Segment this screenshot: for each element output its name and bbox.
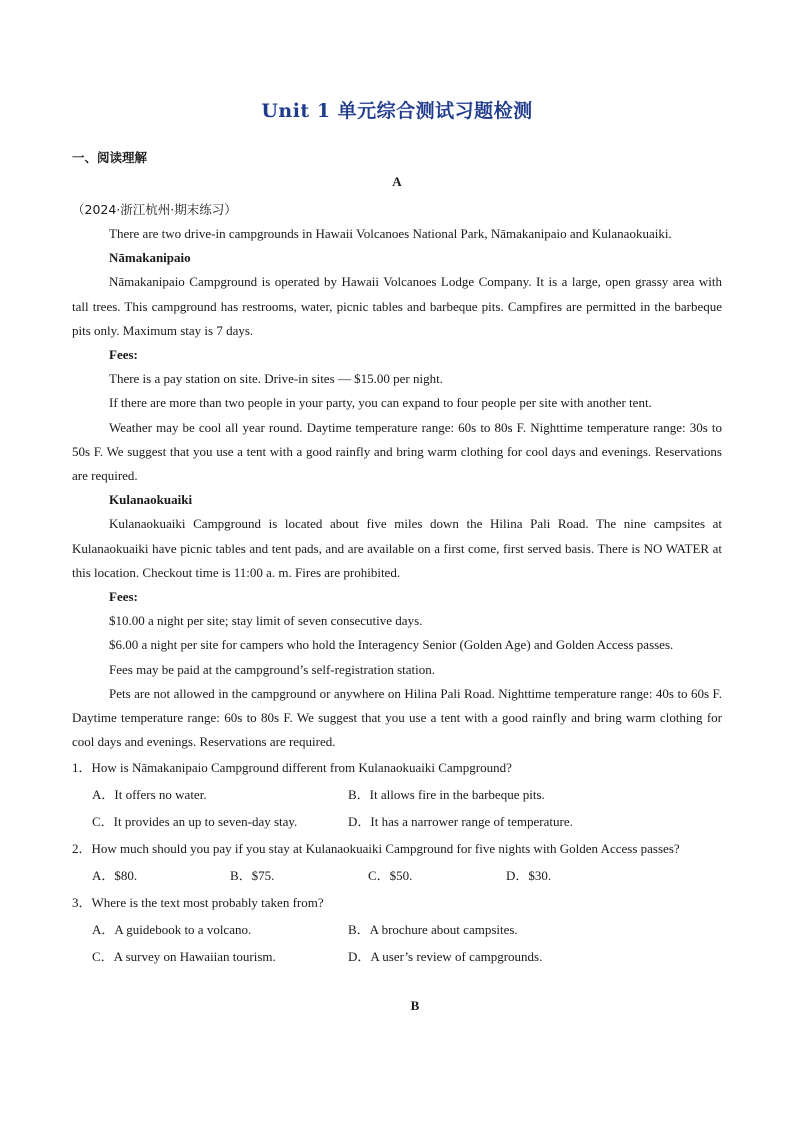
question-options [72,781,722,835]
passage-paragraph: $6.00 a night per site for campers who hold the Interagency Senior (Golden Age) and Golden Access passes. [109,637,674,653]
passage-b-label: B [410,998,420,1013]
answer-option: B．$75. [230,868,275,883]
question-stem: 2．How much should you pay if you stay at Kulanaokuaiki Campground for five nights with Golden Access passes? [72,841,680,856]
question-stem: 1．How is Nāmakanipaio Campground different from Kulanaokuaiki Campground? [72,760,512,775]
question-options [72,862,722,889]
passage-paragraph: There are two drive-in campgrounds in Hawaii Volcanoes National Park, Nāmakanipaio and Kulanaokuaiki. [109,226,672,241]
passage-paragraph: If there are more than two people in your party, you can expand to four people per site with another tent. [109,395,652,411]
answer-option: A．A guidebook to a volcano. [92,922,252,937]
passage-subheading: Fees: [109,347,138,363]
answer-option: A．It offers no water. [92,787,207,802]
passage-subheading: Nāmakanipaio [109,250,191,266]
question-list [72,754,722,970]
section-heading: 一、阅读理解 [72,150,148,165]
passage-a-label: A [392,174,402,189]
answer-option: A．$80. [92,868,138,883]
answer-option: B．A brochure about campsites. [348,922,518,937]
passage-paragraph: Fees may be paid at the campground’s self-registration station. [109,661,435,677]
answer-option: B．It allows fire in the barbeque pits. [348,787,545,802]
passage-paragraph: Pets are not allowed in the campground or anywhere on Hilina Pali Road. Nighttime temperature range: 40s to 60s F. Daytime temperature range: 60s to 80s F. We suggest that you use a tent with a good rainfly and bring warm clothing for cool days and evenings. Reservations are required. [72,685,722,750]
passage-paragraph: Weather may be cool all year round. Daytime temperature range: 60s to 80s F. Nighttime temperature range: 30s to 50s F. We suggest that you use a tent with a good rainfly and bring warm clothing for cool days and evenings. Reservations are required. [72,419,722,484]
source-note: （2024·浙江杭州·期末练习） [72,202,237,217]
answer-option: D．A user’s review of campgrounds. [348,949,543,964]
passage-text [72,222,722,754]
question-options [72,916,722,970]
passage-subheading: Fees: [109,589,138,605]
answer-option: C．It provides an up to seven-day stay. [92,814,298,829]
passage-paragraph: Kulanaokuaiki Campground is located about five miles down the Hilina Pali Road. The nine campsites at Kulanaokuaiki have picnic tables and tent pads, and are available on a first come, first served basis. There is NO WATER at this location. Checkout time is 11:00 a. m. Fires are prohibited. [72,516,722,580]
answer-option: D．It has a narrower range of temperature. [348,814,573,829]
passage-paragraph: $10.00 a night per site; stay limit of seven consecutive days. [109,613,423,629]
passage-paragraph: There is a pay station on site. Drive-in sites — $15.00 per night. [109,371,443,387]
answer-option: C．$50. [368,868,413,883]
passage-paragraph: Nāmakanipaio Campground is operated by Hawaii Volcanoes Lodge Company. It is a large, open grassy area with tall trees. This campground has restrooms, water, picnic tables and barbeque pits. Campfires are permitted in the barbeque pits only. Maximum stay is 7 days. [72,274,722,338]
answer-option: D．$30. [506,868,552,883]
page-title: Unit 1 单元综合测试习题检测 [261,100,533,122]
question-stem: 3．Where is the text most probably taken from? [72,895,324,910]
answer-option: C．A survey on Hawaiian tourism. [92,949,276,964]
passage-subheading: Kulanaokuaiki [109,492,193,508]
